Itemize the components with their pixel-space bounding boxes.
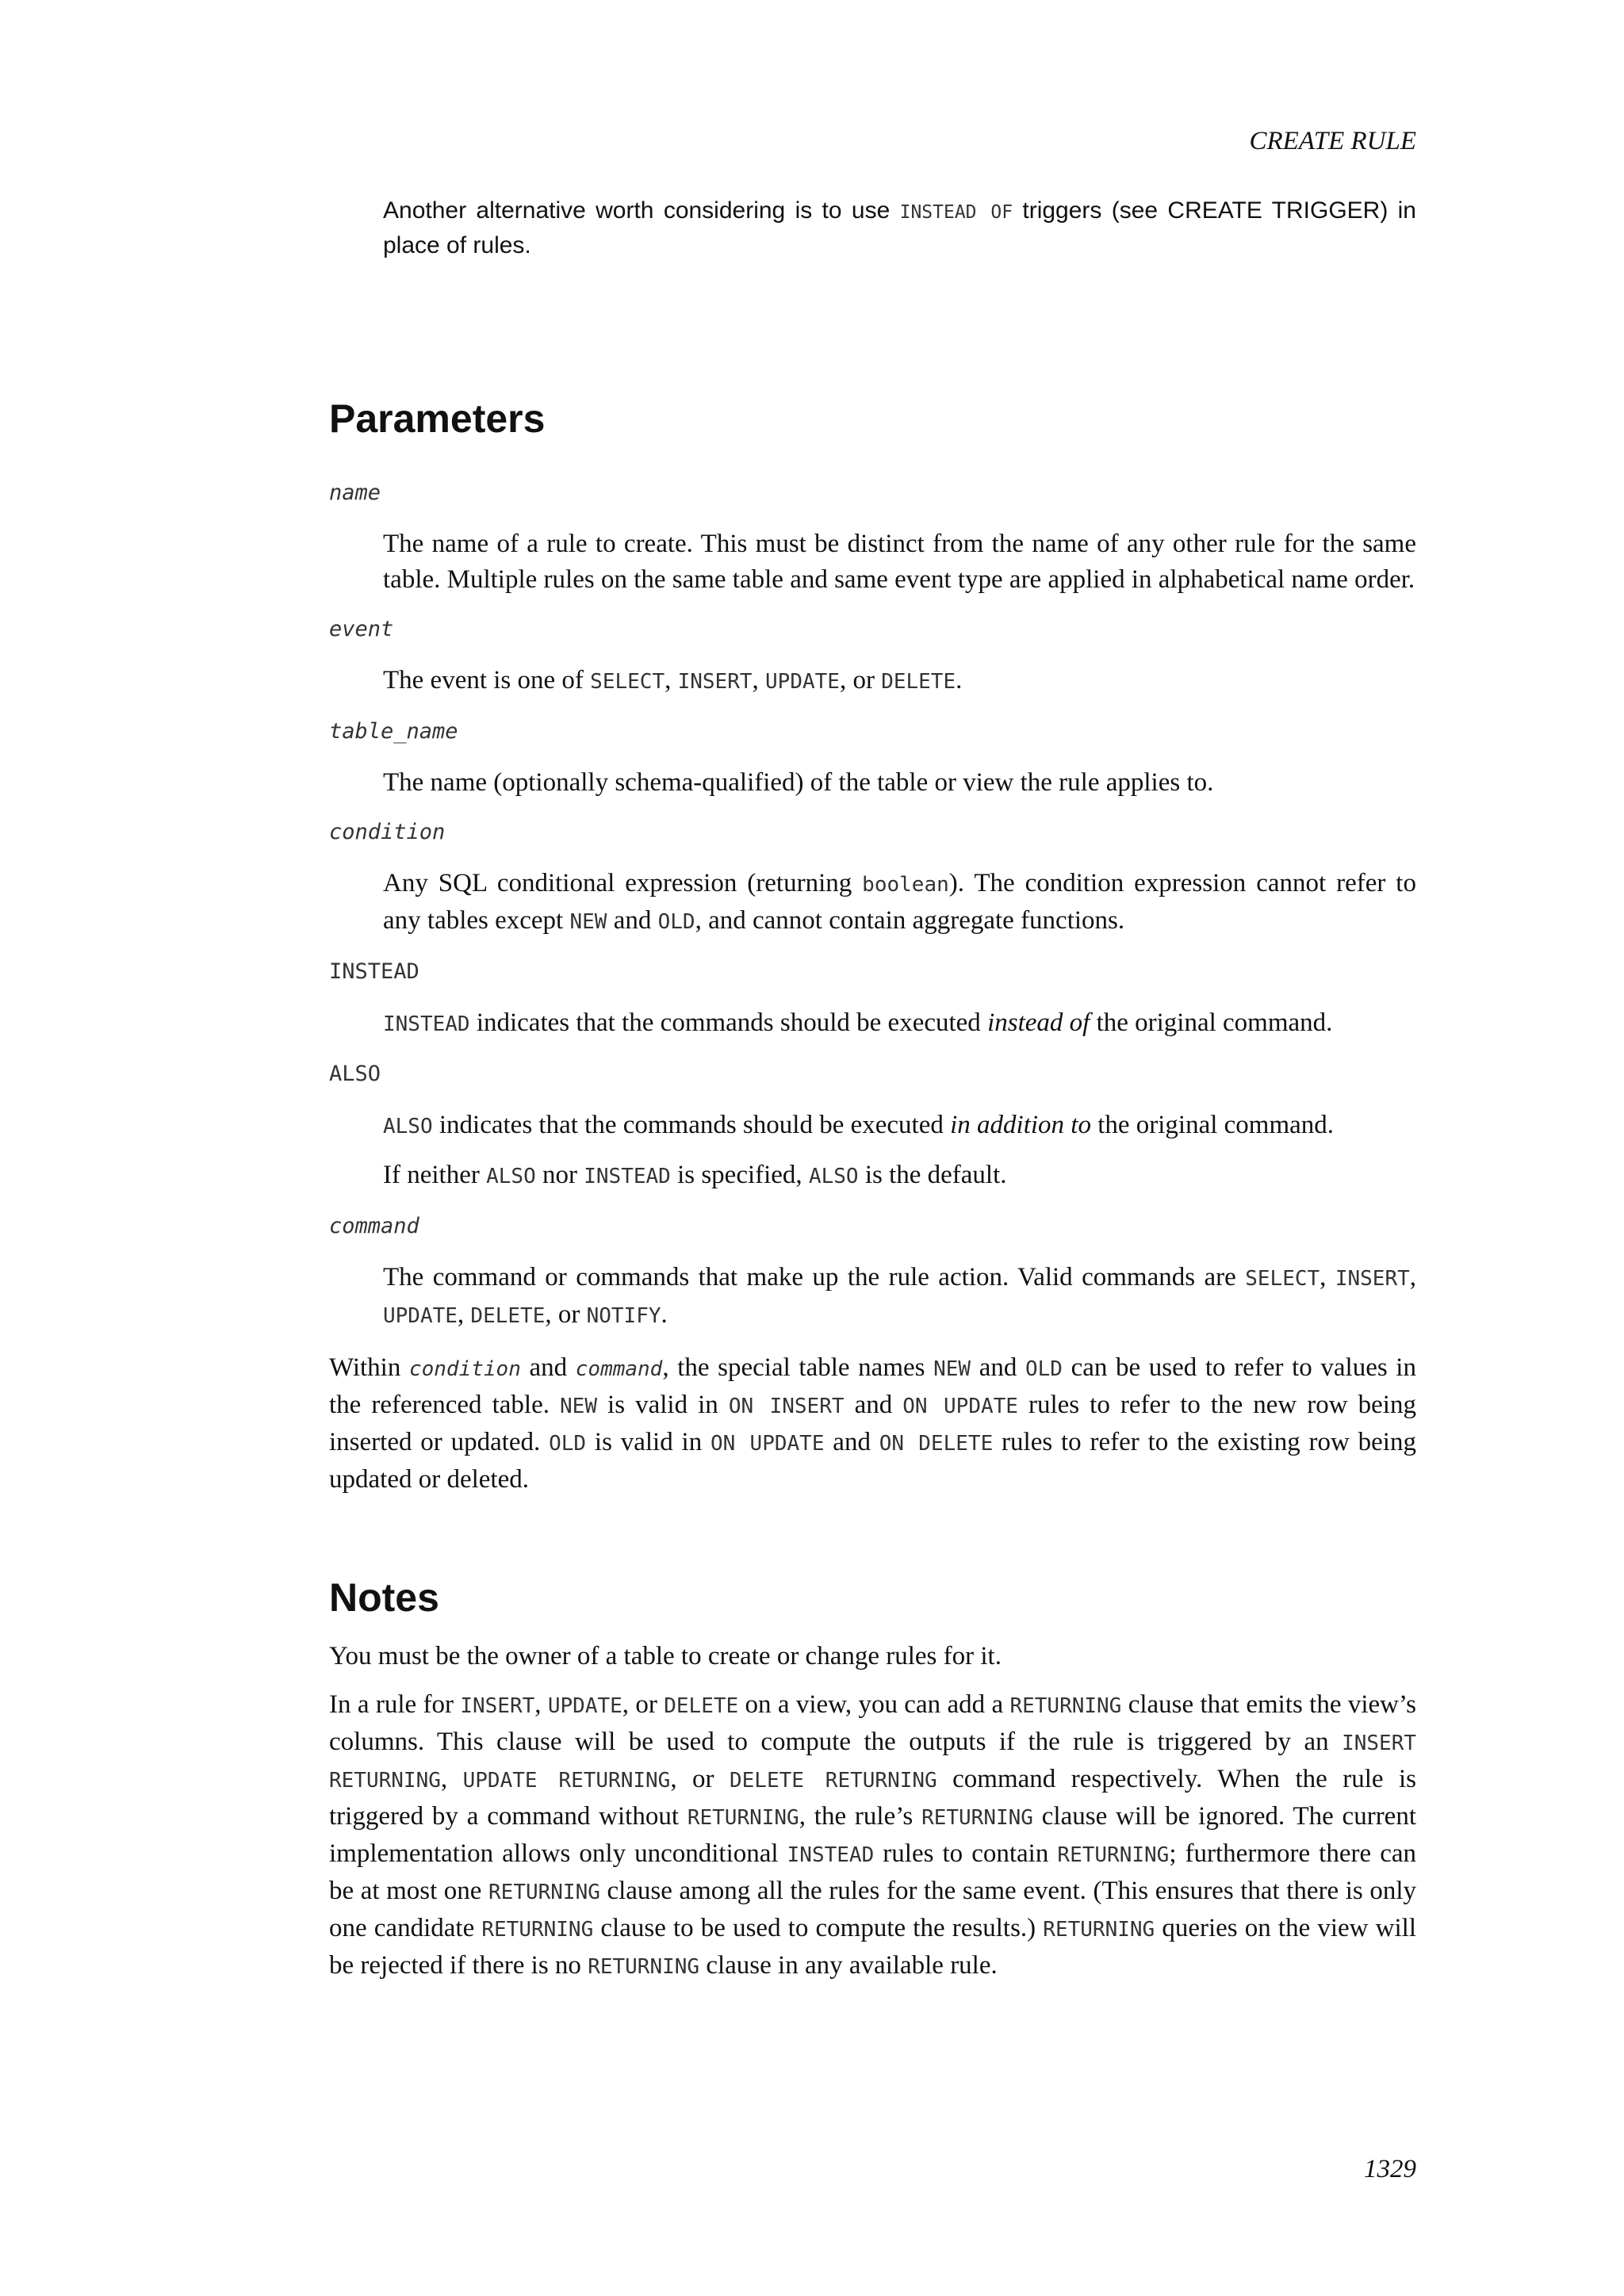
parameters-heading: Parameters (329, 396, 546, 441)
tip-paragraph: Another alternative worth considering is to use INSTEAD OF triggers (see CREATE TRIGGER) in place of rules. (383, 197, 1416, 258)
param-desc-event: The event is one of SELECT, INSERT, UPDATE, or DELETE. (383, 666, 963, 695)
param-desc-instead: INSTEAD indicates that the commands should be executed instead of the original command. (383, 1008, 1333, 1037)
parameters-list (329, 477, 1416, 1334)
param-desc-name: The name of a rule to create. This must be distinct from the name of any other rule for the same table. Multiple rules on the same table and same event type are applied in alphabetical name order. (383, 530, 1416, 594)
param-term-name: name (329, 480, 381, 505)
param-desc-table-name: The name (optionally schema-qualified) of the table or view the rule applies to. (383, 768, 1214, 797)
notes-heading: Notes (329, 1575, 439, 1620)
notes-paragraph-1: You must be the owner of a table to create or change rules for it. (329, 1642, 1002, 1670)
within-paragraph: Within condition and command, the special table names NEW and OLD can be used to refer to values in the referenced table. NEW is valid in ON INSERT and ON UPDATE rules to refer to the new row being inserted or updated. OLD is valid in ON UPDATE and ON DELETE rules to refer to the existing row being updated or deleted. (329, 1353, 1416, 1494)
param-desc-condition: Any SQL conditional expression (returning boolean). The condition expression cannot refer to any tables except NEW and OLD, and cannot contain aggregate functions. (383, 869, 1416, 935)
param-term-command: command (329, 1214, 419, 1238)
param-term-event: event (329, 617, 394, 641)
param-term-condition: condition (329, 820, 446, 844)
notes-paragraph-2: In a rule for INSERT, UPDATE, or DELETE on a view, you can add a RETURNING clause that emits the view’s columns. This clause will be used to compute the outputs if the rule is triggered by an INSERT RETURNING, UPDATE RETURNING, or DELETE RETURNING command respectively. When the rule is triggered by a command without RETURNING, the rule’s RETURNING clause will be ignored. The current implementation allows only unconditional INSTEAD rules to contain RETURNING; furthermore there can be at most one RETURNING clause among all the rules for the same event. (This ensures that there is only one candidate RETURNING clause to be used to compute the results.) RETURNING queries on the view will be rejected if there is no RETURNING clause in any available rule. (329, 1690, 1417, 1980)
param-desc-also: ALSO indicates that the commands should be executed in addition to the original command. If neither ALSO nor INSTEAD is specified, ALSO is the default. (383, 1111, 1335, 1189)
page-content (329, 194, 1416, 1998)
param-term-table-name: table_name (329, 719, 458, 744)
param-desc-command: The command or commands that make up the rule action. Valid commands are SELECT, INSERT, UPDATE, DELETE, or NOTIFY. (383, 1263, 1417, 1329)
param-term-also: ALSO (329, 1062, 381, 1086)
running-header: CREATE RULE (1249, 127, 1416, 155)
param-term-instead: INSTEAD (329, 959, 419, 984)
page-number: 1329 (1364, 2155, 1416, 2183)
